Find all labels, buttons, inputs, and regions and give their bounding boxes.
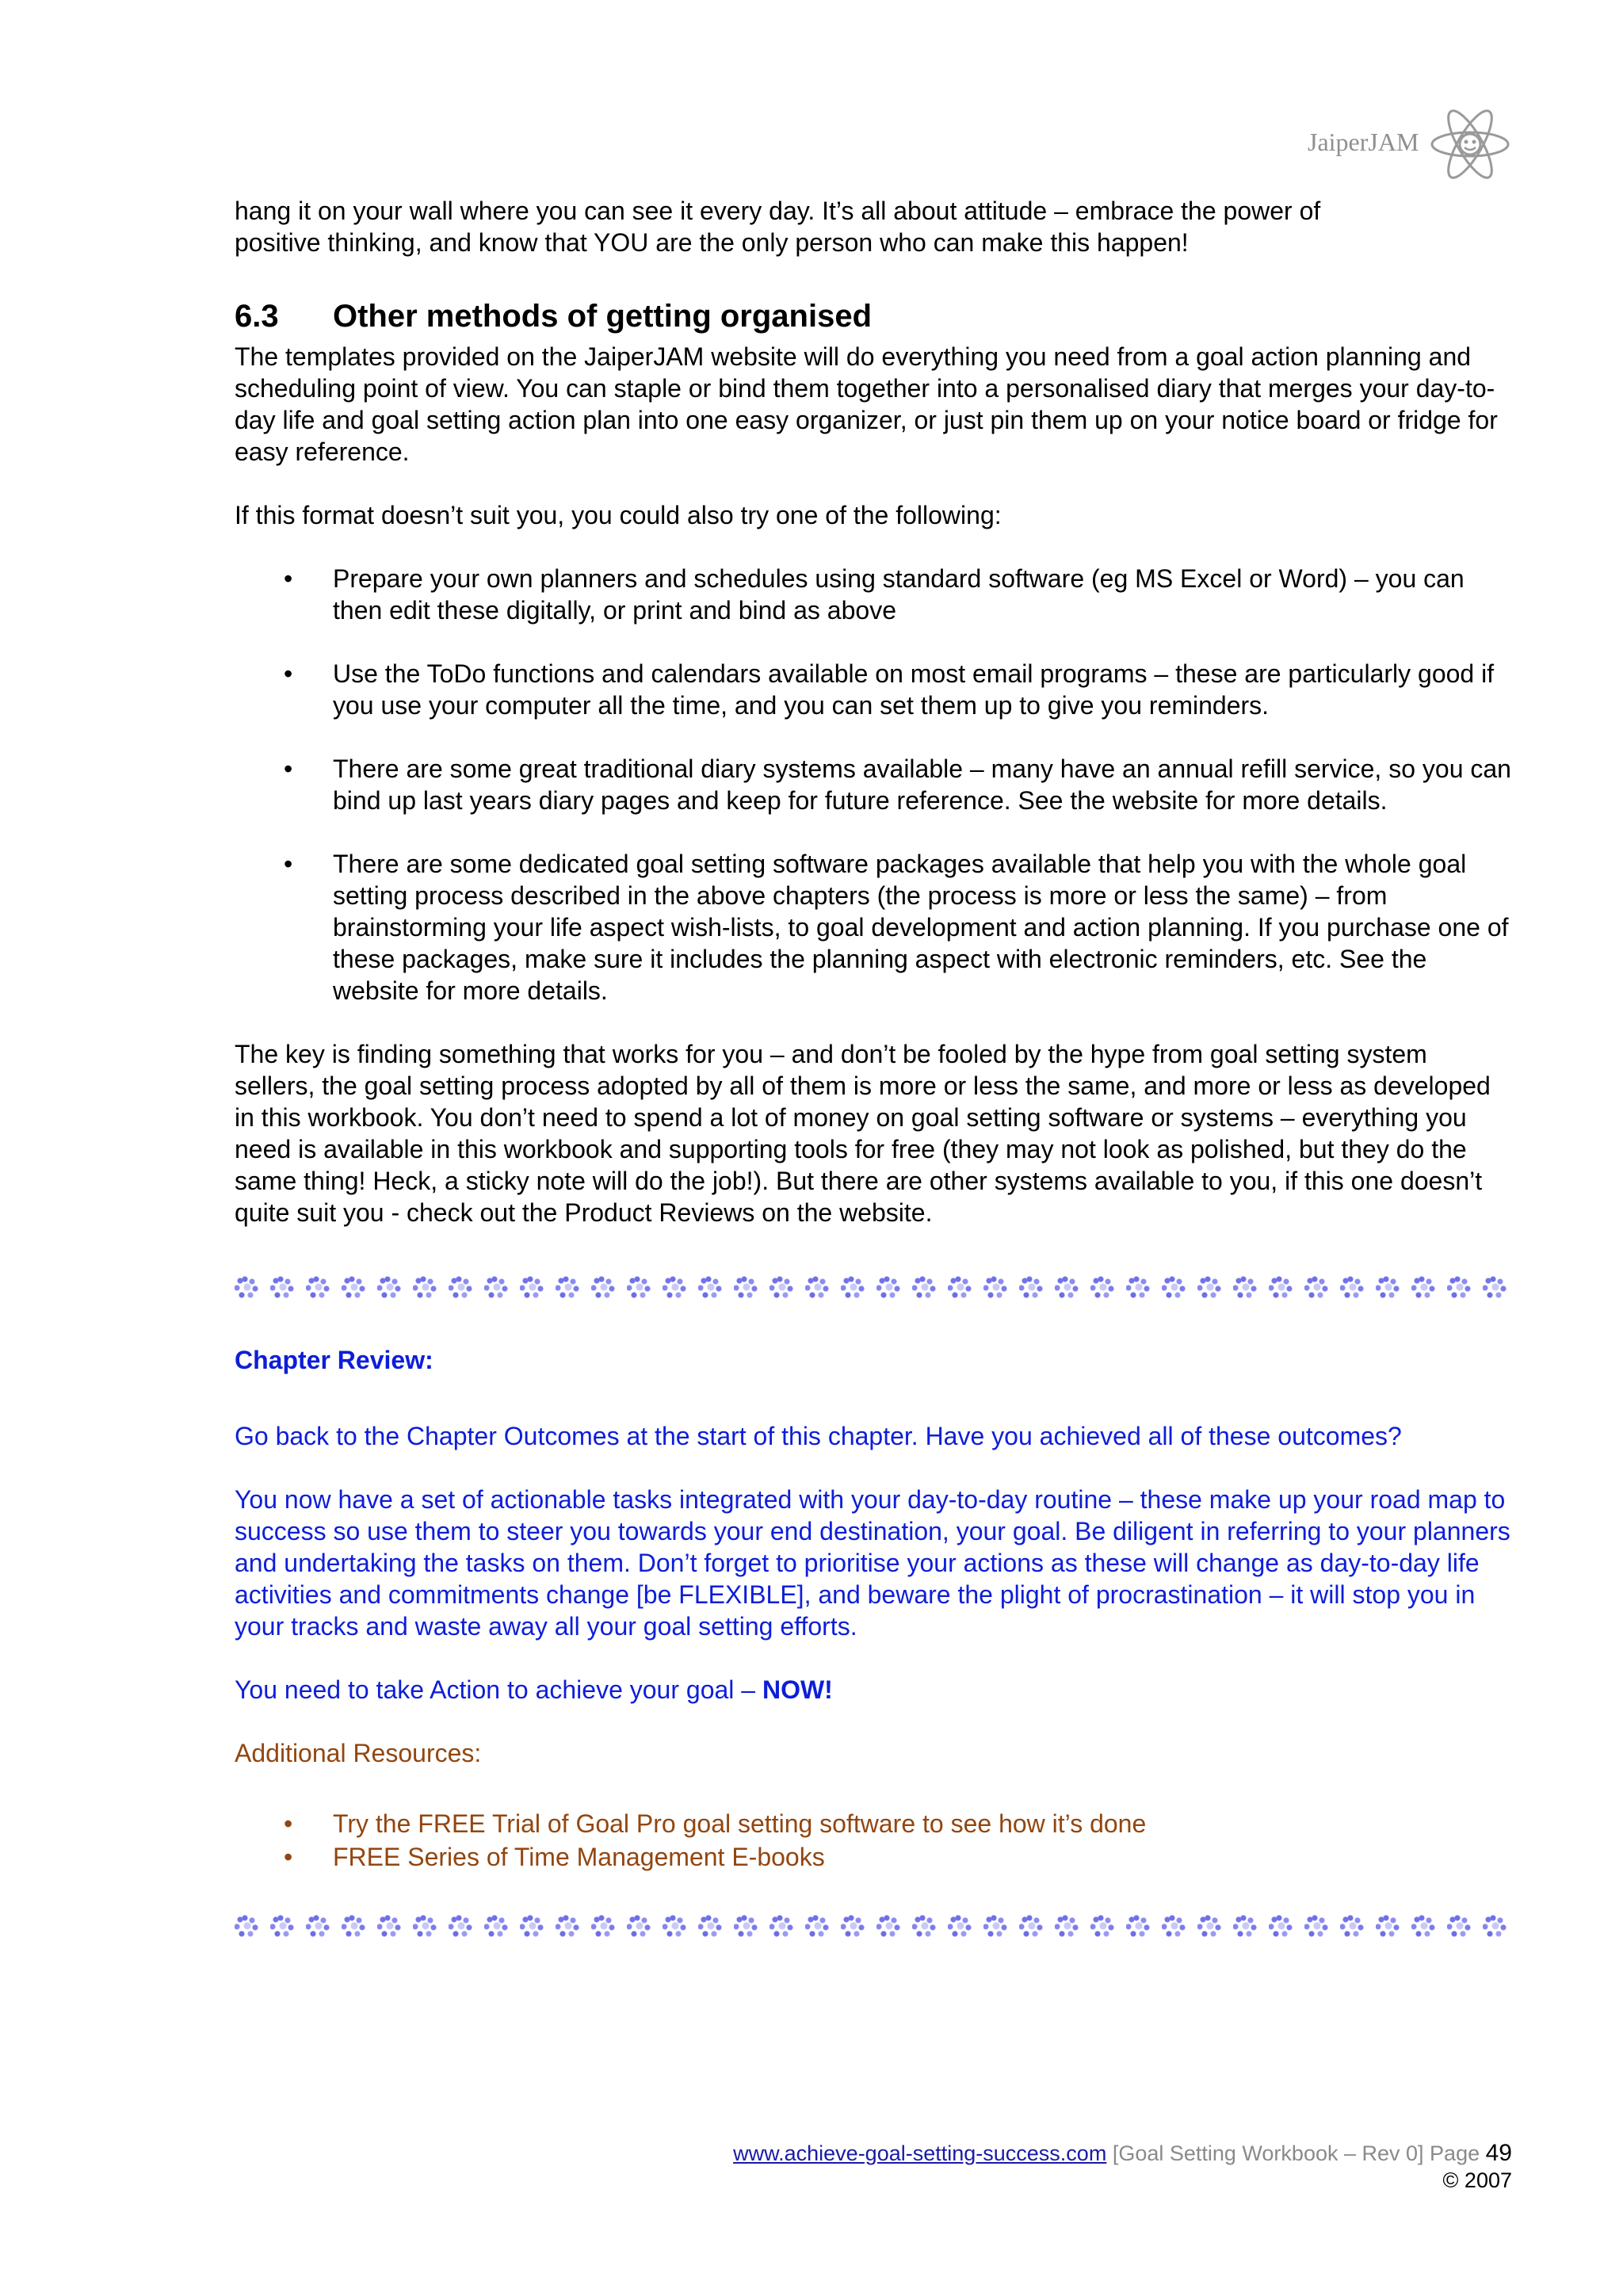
logo-text: JaiperJAM bbox=[1308, 128, 1419, 156]
chapter-review-paragraph-1: Go back to the Chapter Outcomes at the start of this chapter. Have you achieved all of these outcomes? bbox=[235, 1422, 1402, 1450]
bullet-icon: • bbox=[284, 755, 293, 783]
bullet-icon: • bbox=[284, 850, 293, 878]
page-label: Page bbox=[1430, 2141, 1480, 2165]
resource-link-goal-pro[interactable] bbox=[235, 1807, 1512, 1840]
list-item bbox=[235, 753, 1512, 816]
chapter-review-heading: Chapter Review: bbox=[235, 1346, 433, 1374]
list-item bbox=[235, 658, 1512, 721]
resource-link-text[interactable]: FREE Series of Time Management E-books bbox=[333, 1843, 825, 1871]
now-emphasis: NOW! bbox=[762, 1675, 833, 1704]
website-link[interactable]: www.achieve-goal-setting-success.com bbox=[733, 2141, 1107, 2165]
document-info: [Goal Setting Workbook – Rev 0] bbox=[1112, 2141, 1424, 2165]
decorative-divider bbox=[235, 1912, 1512, 1937]
options-list bbox=[235, 563, 1512, 1007]
action-text: You need to take Action to achieve your goal – bbox=[235, 1675, 762, 1704]
bullet-icon: • bbox=[284, 1809, 293, 1838]
page-content bbox=[235, 195, 1512, 1937]
chapter-review-paragraph-3 bbox=[235, 1674, 1512, 1706]
section-heading bbox=[235, 296, 1512, 336]
section-number: 6.3 bbox=[235, 299, 279, 334]
list-item bbox=[235, 848, 1512, 1007]
section-paragraph-2: If this format doesn’t suit you, you could also try one of the following: bbox=[235, 501, 1002, 529]
resources-list bbox=[235, 1807, 1512, 1874]
bullet-icon: • bbox=[284, 564, 293, 593]
list-item bbox=[235, 563, 1512, 626]
section-paragraph-3: The key is finding something that works for you – and don’t be fooled by the hype from goal setting system sellers, the goal setting process adopted by all of them is more or less the same, and more or less as developed in this workbook. You don’t need to spend a lot of money on goal setting software or systems – everything you need is available in this workbook and supporting tools for free (they may not look as polished, but they do the same thing! Heck, a sticky note will do the job!). But there are other systems available to you, if this one doesn’t quite suit you - check out the Product Reviews on the website. bbox=[235, 1040, 1491, 1227]
copyright: © 2007 bbox=[1442, 2168, 1512, 2192]
list-item-text: Prepare your own planners and schedules using standard software (eg MS Excel or Word) – you can then edit these digitally, or print and bind as above bbox=[333, 564, 1465, 625]
footer-line bbox=[733, 2140, 1512, 2167]
decorative-divider bbox=[235, 1273, 1512, 1298]
section-title: Other methods of getting organised bbox=[333, 299, 873, 334]
resource-link-text[interactable]: Try the FREE Trial of Goal Pro goal setting software to see how it’s done bbox=[333, 1809, 1147, 1838]
list-item-text: Use the ToDo functions and calendars available on most email programs – these are particularly good if you use your computer all the time, and you can set them up to give you reminders. bbox=[333, 659, 1495, 720]
chapter-review-paragraph-2: You now have a set of actionable tasks integrated with your day-to-day routine – these make up your road map to success so use them to steer you towards your end destination, your goal. Be diligent in referring to your planners and undertaking the tasks on them. Don’t forget to prioritise your actions as these will change as day-to-day life activities and commitments change [be FLEXIBLE], and beware the plight of procrastination – it will stop you in your tracks and waste away all your goal setting efforts. bbox=[235, 1485, 1510, 1641]
page-footer bbox=[733, 2140, 1512, 2194]
additional-resources-heading: Additional Resources: bbox=[235, 1739, 482, 1767]
jaiperjam-logo bbox=[1284, 100, 1522, 187]
list-item-text: There are some great traditional diary systems available – many have an annual refill service, so you can bind up last years diary pages and keep for future reference. See the website for more details. bbox=[333, 755, 1511, 815]
list-item-text: There are some dedicated goal setting software packages available that help you with the whole goal setting process described in the above chapters (the process is more or less the same) – from brainstorming your life aspect wish-lists, to goal development and action planning. If you purchase one of these packages, make sure it includes the planning aspect with electronic reminders, etc. See the website for more details. bbox=[333, 850, 1509, 1005]
intro-line-1: hang it on your wall where you can see it every day. It’s all about attitude – embrace the power of bbox=[235, 197, 1321, 225]
atom-icon bbox=[1426, 105, 1514, 184]
bullet-icon: • bbox=[284, 659, 293, 688]
resource-link-time-management[interactable] bbox=[235, 1840, 1512, 1874]
intro-line-2: positive thinking, and know that YOU are the only person who can make this happen! bbox=[235, 228, 1189, 257]
page-number: 49 bbox=[1485, 2140, 1512, 2166]
bullet-icon: • bbox=[284, 1843, 293, 1871]
section-paragraph-1: The templates provided on the JaiperJAM website will do everything you need from a goal action planning and scheduling point of view. You can staple or bind them together into a personalised diary that merges your day-to-day life and goal setting action plan into one easy organizer, or just pin them up on your notice board or fridge for easy reference. bbox=[235, 342, 1498, 466]
